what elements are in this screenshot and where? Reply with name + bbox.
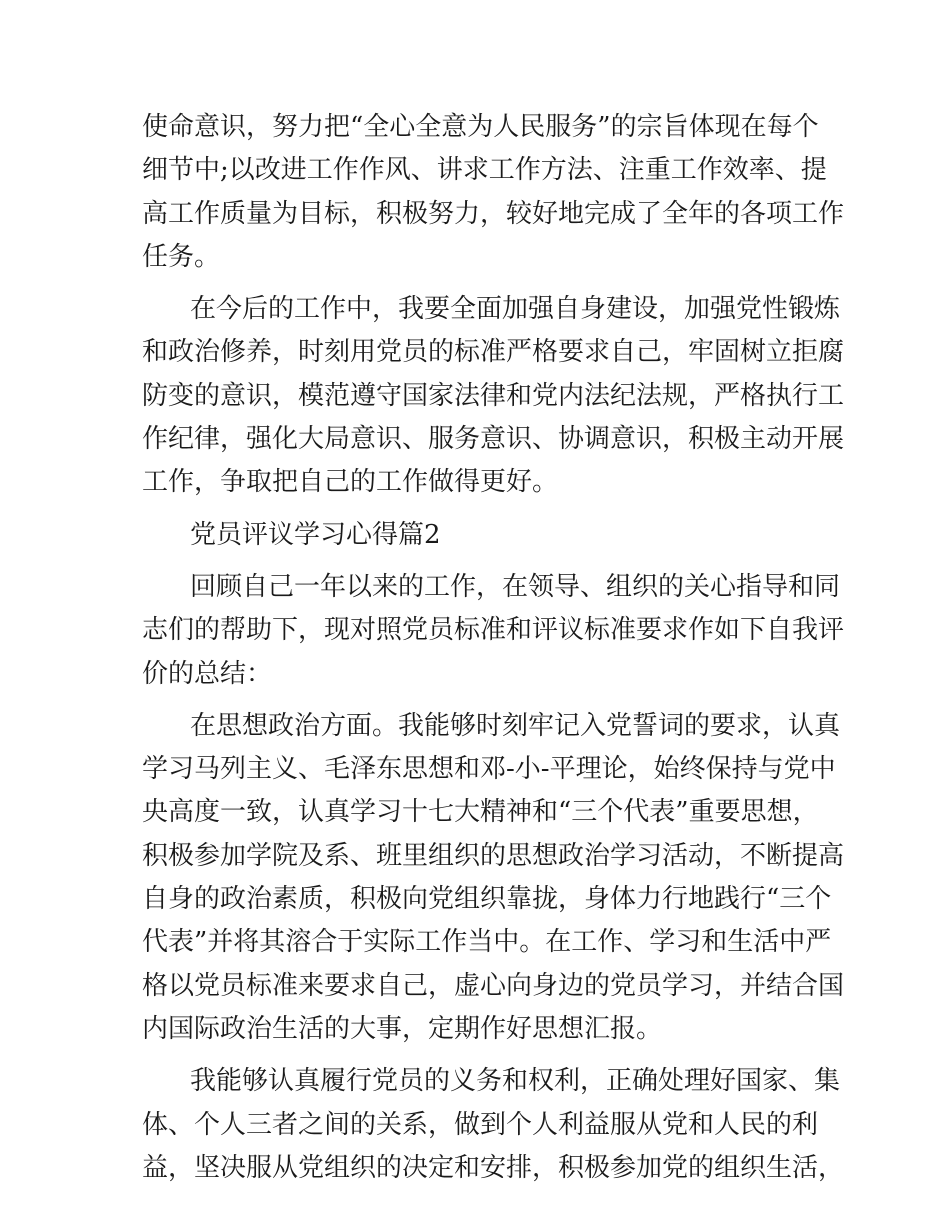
document-body <box>142 106 845 1190</box>
heading-line: 党员评议学习心得篇2 <box>190 519 441 550</box>
section-heading <box>142 514 832 557</box>
text-line: 代表”并将其溶合于实际工作当中。在工作、学习和生活中严 <box>142 927 832 958</box>
text-line: 工作，争取把自己的工作做得更好。 <box>142 467 559 498</box>
text-line: 回顾自己一年以来的工作，在领导、组织的关心指导和同 <box>190 571 841 602</box>
text-line: 价的总结： <box>142 658 273 689</box>
text-line: 高工作质量为目标，积极努力，较好地完成了全年的各项工作 <box>142 198 845 229</box>
paragraph <box>142 1060 845 1190</box>
text-line: 体、个人三者之间的关系，做到个人利益服从党和人民的利 <box>142 1109 819 1140</box>
text-line: 和政治修养，时刻用党员的标准严格要求自己，牢固树立拒腐 <box>142 337 845 368</box>
text-line: 我能够认真履行党员的义务和权利，正确处理好国家、集 <box>190 1066 841 1097</box>
text-line: 央高度一致，认真学习十七大精神和“三个代表”重要思想， <box>142 797 819 828</box>
paragraph <box>142 705 845 1051</box>
text-line: 在思想政治方面。我能够时刻牢记入党誓词的要求，认真 <box>190 710 841 741</box>
text-line: 在今后的工作中，我要全面加强自身建设，加强党性锻炼 <box>190 294 841 325</box>
text-line: 内国际政治生活的大事，定期作好思想汇报。 <box>142 1013 663 1044</box>
paragraph-continuation <box>142 106 845 279</box>
text-line: 志们的帮助下，现对照党员标准和评议标准要求作如下自我评 <box>142 615 845 646</box>
text-line: 格以党员标准来要求自己，虚心向身边的党员学习，并结合国 <box>142 970 845 1001</box>
text-line: 防变的意识，模范遵守国家法律和党内法纪法规，严格执行工 <box>142 380 845 411</box>
text-line: 益，坚决服从党组织的决定和安排，积极参加党的组织生活， <box>142 1152 845 1183</box>
text-line: 作纪律，强化大局意识、服务意识、协调意识，积极主动开展 <box>142 424 845 455</box>
text-line: 学习马列主义、毛泽东思想和邓-小-平理论，始终保持与党中 <box>142 754 836 785</box>
text-line: 细节中;以改进工作作风、讲求工作方法、注重工作效率、提 <box>142 155 827 186</box>
text-line: 积极参加学院及系、班里组织的思想政治学习活动，不断提高 <box>142 840 845 871</box>
paragraph <box>142 288 845 504</box>
text-line: 使命意识，努力把“全心全意为人民服务”的宗旨体现在每个 <box>142 112 819 142</box>
paragraph <box>142 566 845 696</box>
text-line: 自身的政治素质，积极向党组织靠拢，身体力行地践行“三个 <box>142 884 832 915</box>
text-line: 任务。 <box>142 241 221 272</box>
